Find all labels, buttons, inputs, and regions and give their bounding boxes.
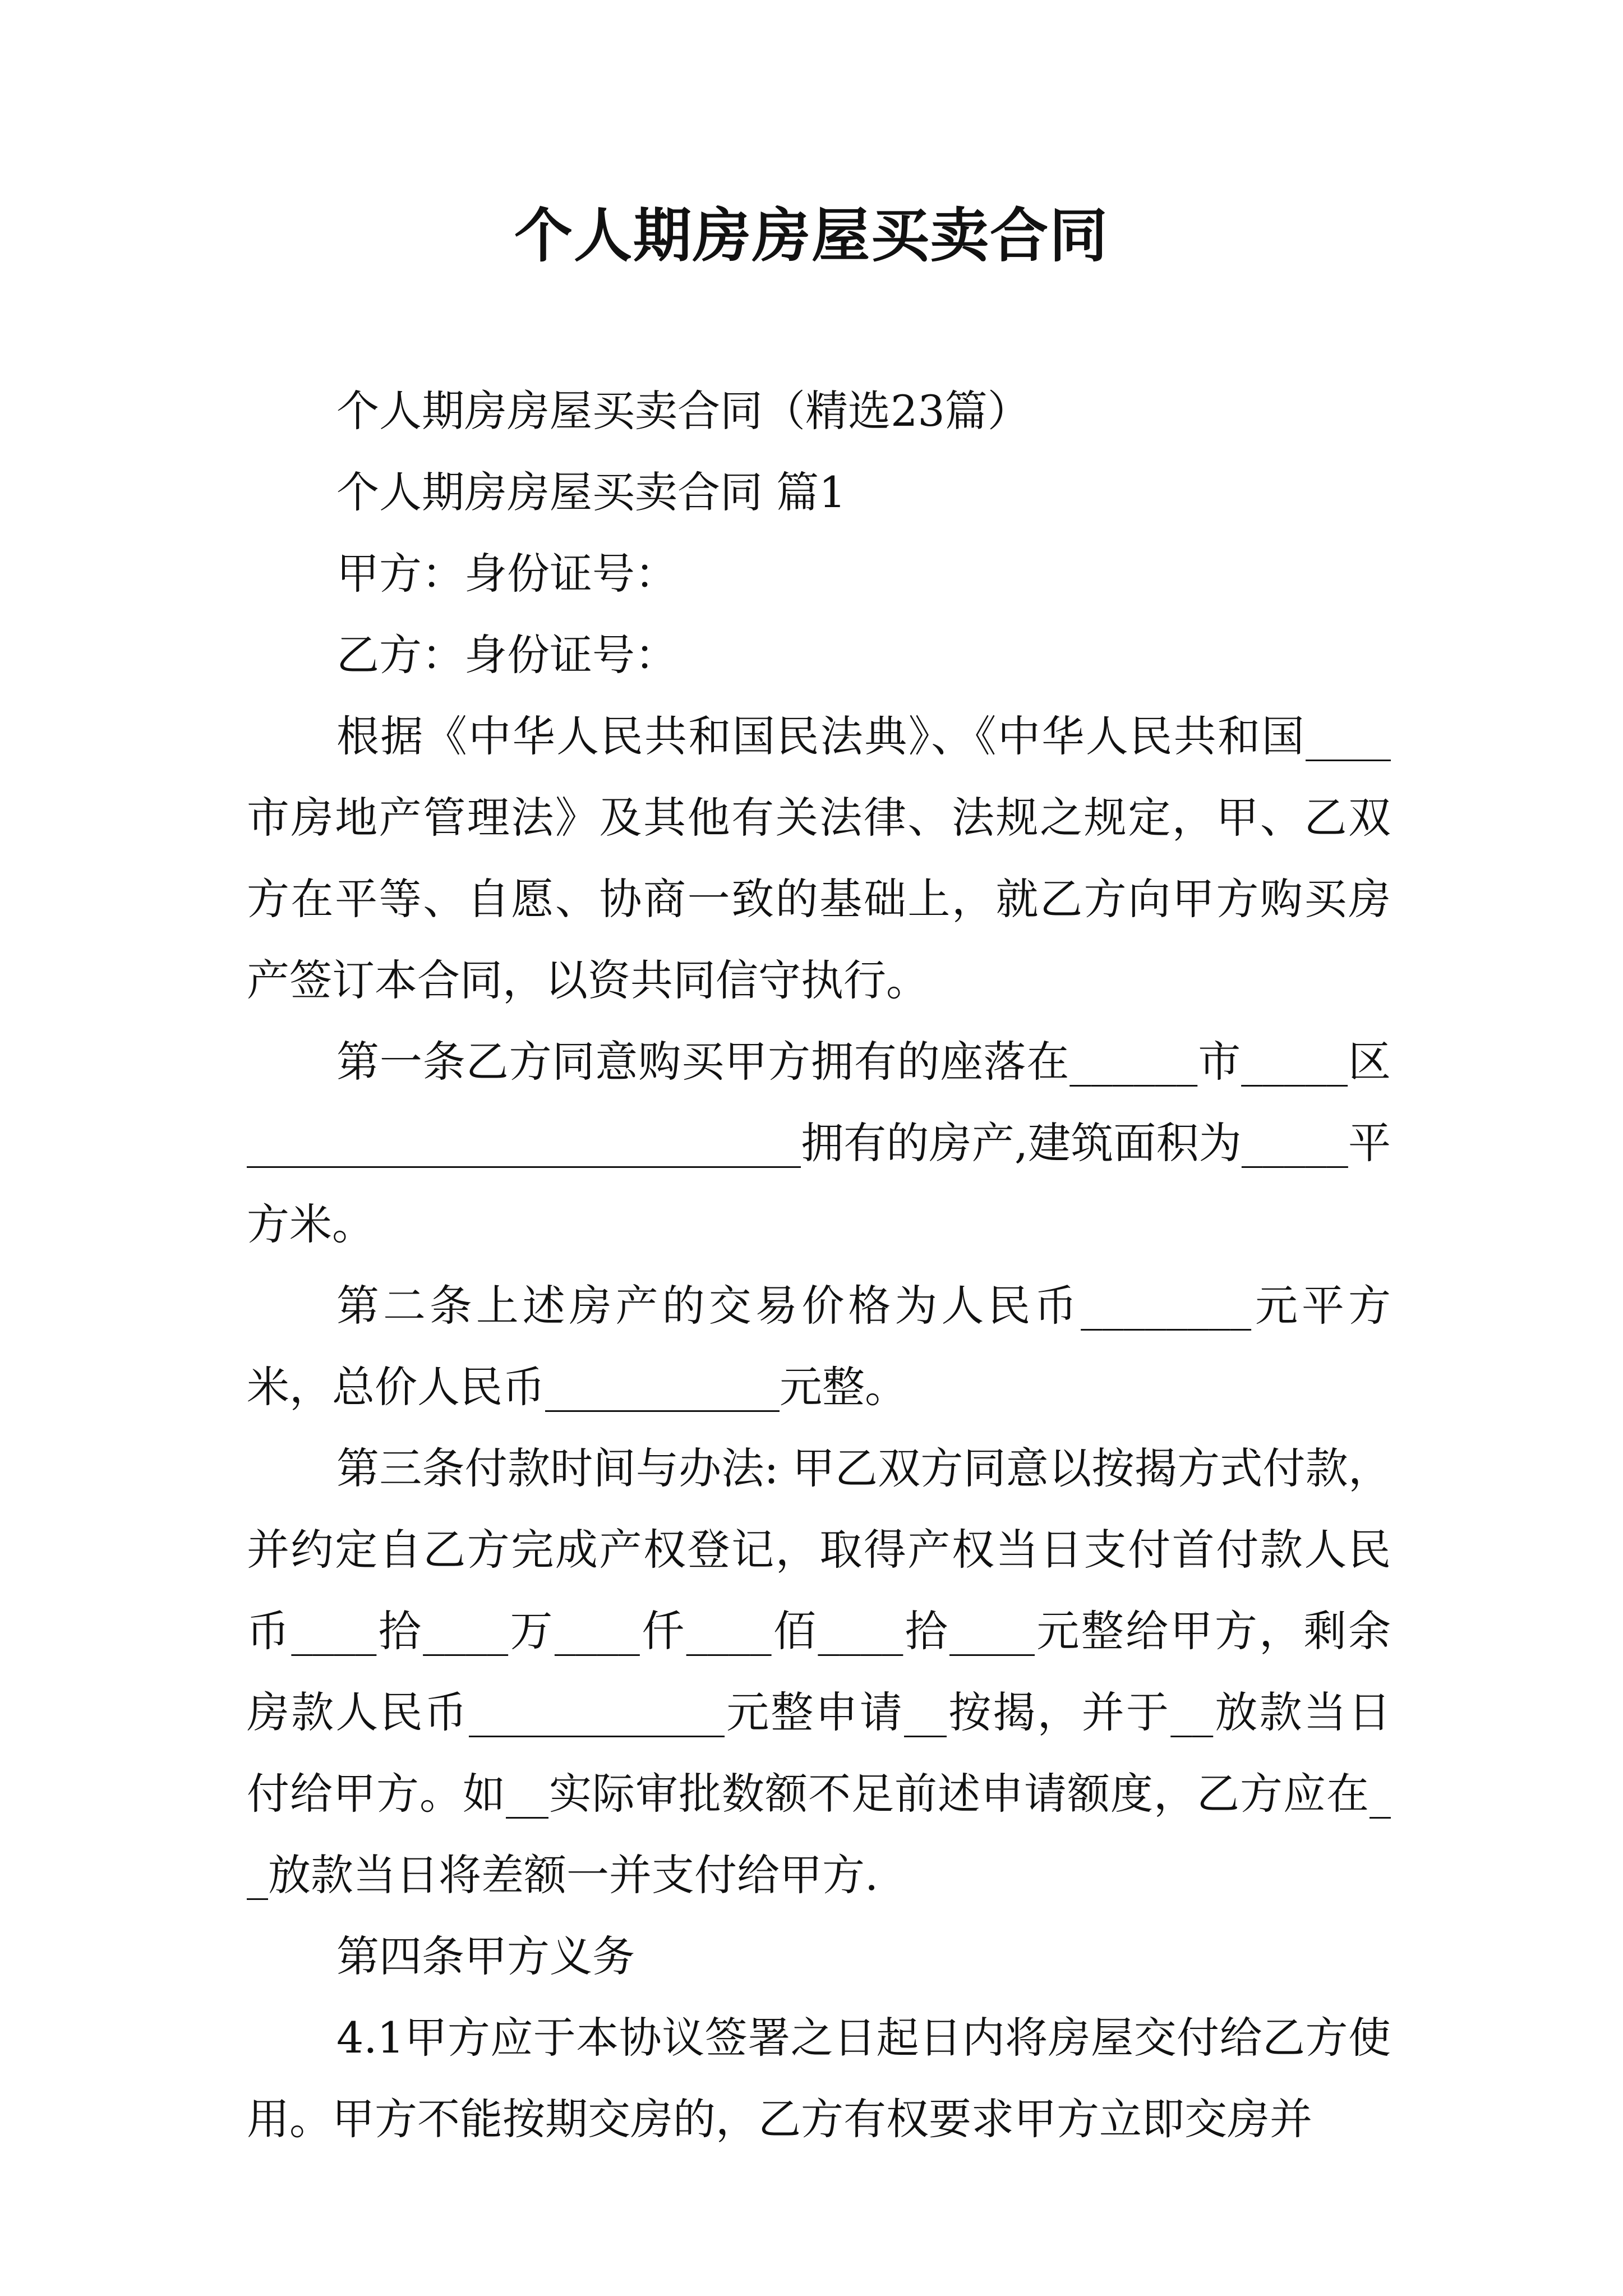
- paragraph-party-a: 甲方：身份证号：: [336, 549, 677, 599]
- document-body: [247, 370, 1391, 2160]
- paragraph-article-4-heading: 第四条甲方义务: [336, 1931, 635, 1981]
- paragraph-subtitle: 个人期房房屋买卖合同（精选23篇）: [336, 386, 1030, 436]
- paragraph-preamble: 根据《中华人民共和国民法典》、《中华人民共和国____市房地产管理法》及其他有关法律、法规之规定，甲、乙双方在平等、自愿、协商一致的基础上，就乙方向甲方购买房产签订本合同，以资共同信守执行。: [247, 711, 1391, 1005]
- paragraph-article-1: 第一条乙方同意购买甲方拥有的座落在______市_____区__________________________拥有的房产,建筑面积为_____平方米。: [247, 1037, 1391, 1249]
- paragraph-party-b: 乙方：身份证号：: [336, 630, 677, 680]
- document-title: 个人期房房屋买卖合同: [514, 201, 1109, 270]
- paragraph-article-2: 第二条上述房产的交易价格为人民币________元平方米，总价人民币___________元整。: [247, 1281, 1391, 1412]
- paragraph-article-3: 第三条付款时间与办法: 甲乙双方同意以按揭方式付款，并约定自乙方完成产权登记，取得产权当日支付首付款人民币____拾____万____仟____佰____拾____元整给甲方，剩余房款人民币____________元整申请__按揭，并于__放款当日付给甲方。如__实际审批数额不足前述申请额度，乙方应在__放款当日将差额一并支付给甲方.: [247, 1443, 1391, 1900]
- paragraph-chapter-heading: 个人期房房屋买卖合同 篇1: [336, 467, 846, 517]
- paragraph-article-4-1: 4.1甲方应于本协议签署之日起日内将房屋交付给乙方使用。甲方不能按期交房的，乙方有权要求甲方立即交房并: [247, 2013, 1391, 2144]
